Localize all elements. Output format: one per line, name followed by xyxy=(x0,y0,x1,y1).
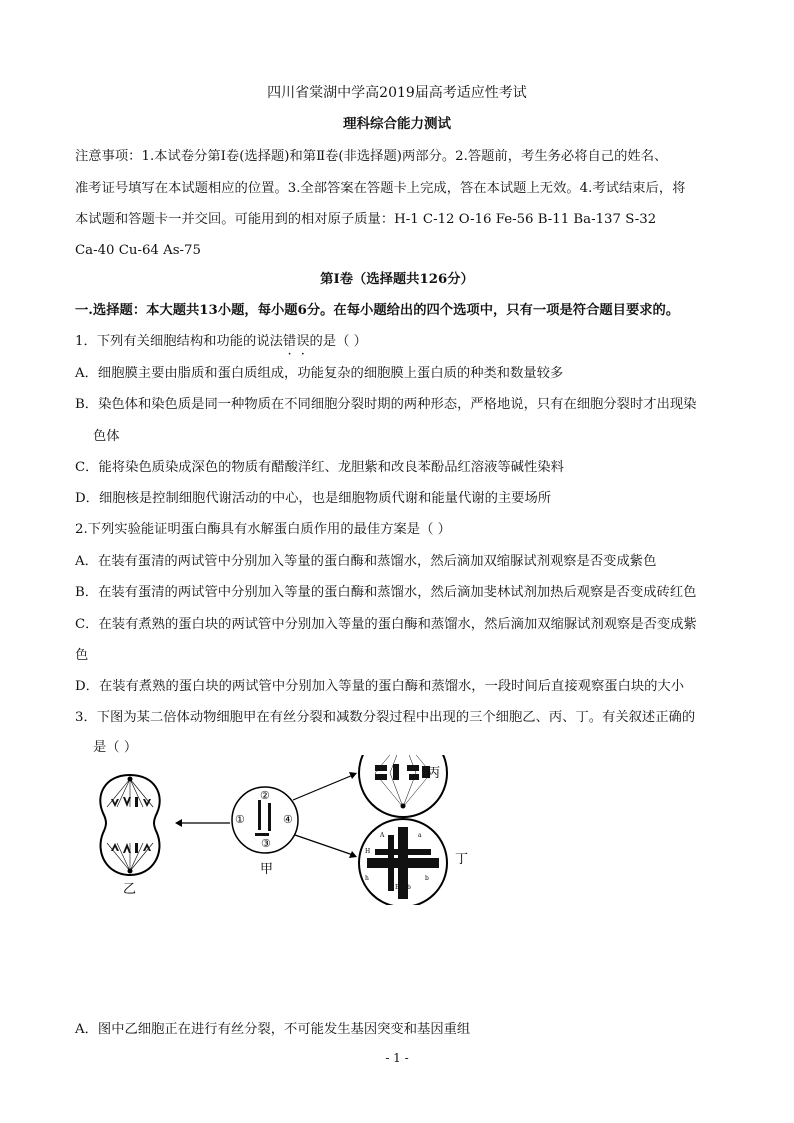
q3-stem-line-1: 3．下图为某二倍体动物细胞甲在有丝分裂和减数分裂过程中出现的三个细胞乙、丙、丁。有关叙述正确的 xyxy=(75,710,696,725)
gene-b: b xyxy=(407,884,411,891)
page-number: - 1 - xyxy=(385,1051,409,1065)
label-ding: 丁 xyxy=(455,852,469,867)
exam-subtitle: 理科综合能力测试 xyxy=(343,116,451,132)
arrow-to-yi-head xyxy=(175,819,182,827)
label-jia: 甲 xyxy=(260,862,274,877)
arrow-to-bing xyxy=(293,775,353,800)
notice-line-1: 注意事项：1.本试卷分第Ⅰ卷(选择题)和第Ⅱ卷(非选择题)两部分。2.答题前，考生务必将自己的姓名、 xyxy=(75,149,668,164)
gene-b-2: b xyxy=(425,875,429,882)
q1-stem xyxy=(75,332,367,352)
q2-option-d: D．在装有煮熟的蛋白块的两试管中分别加入等量的蛋白酶和蒸馏水，一段时间后直接观察蛋白块的大小 xyxy=(75,679,685,694)
gene-h: h xyxy=(365,875,369,882)
gene-a: a xyxy=(418,832,422,839)
arrow-to-bing-head xyxy=(349,772,357,779)
q2-stem: 2.下列实验能证明蛋白酶具有水解蛋白质作用的最佳方案是（ ） xyxy=(75,522,451,537)
gene-A: A xyxy=(380,832,385,839)
label-n4: ④ xyxy=(283,813,293,826)
notice-line-4: Ca-40 Cu-64 As-75 xyxy=(75,243,201,258)
part1-heading: 第Ⅰ卷（选择题共126分） xyxy=(320,272,474,287)
q1-stem-emphasis-1: 错 xyxy=(282,334,297,349)
q3-stem-line-2: 是（ ） xyxy=(93,740,138,755)
q1-option-c: C．能将染色质染成深色的物质有醋酸洋红、龙胆紫和改良苯酚品红溶液等碱性染料 xyxy=(75,460,564,475)
notice-line-3: 本试题和答题卡一并交回。可能用到的相对原子质量：H-1 C-12 O-16 Fe-56 B-11 Ba-137 S-32 xyxy=(75,212,657,227)
cell-jia xyxy=(232,787,298,853)
exam-title: 四川省棠湖中学高2019届高考适应性考试 xyxy=(267,85,527,101)
q1-option-b-line-1: B．染色体和染色质是同一种物质在不同细胞分裂时期的两种形态，严格地说，只有在细胞分裂时才出现染 xyxy=(75,397,697,412)
q2-option-c-line-1: C．在装有煮熟的蛋白块的两试管中分别加入等量的蛋白酶和蒸馏水，然后滴加双缩脲试剂观察是否变成紫 xyxy=(75,617,697,632)
cell-bing xyxy=(359,755,447,817)
q1-option-a: A．细胞膜主要由脂质和蛋白质组成，功能复杂的细胞膜上蛋白质的种类和数量较多 xyxy=(75,366,564,381)
q2-option-a: A．在装有蛋清的两试管中分别加入等量的蛋白酶和蒸馏水，然后滴加双缩脲试剂观察是否变成紫色 xyxy=(75,554,657,569)
q2-option-b: B．在装有蛋清的两试管中分别加入等量的蛋白酶和蒸馏水，然后滴加斐林试剂加热后观察是否变成砖红色 xyxy=(75,585,697,600)
label-n3: ③ xyxy=(261,837,271,850)
q2-option-c-line-2: 色 xyxy=(75,648,89,663)
part1-instruction: 一.选择题：本大题共13小题，每小题6分。在每小题给出的四个选项中，只有一项是符合题目要求的。 xyxy=(75,303,680,318)
arrow-to-ding xyxy=(295,835,353,855)
cell-yi xyxy=(100,775,159,875)
q1-option-b-line-2: 色体 xyxy=(93,429,120,444)
label-n2: ② xyxy=(260,789,270,802)
q1-stem-pre: 1．下列有关细胞结构和功能的说法 xyxy=(75,334,283,349)
q1-option-d: D．细胞核是控制细胞代谢活动的中心，也是细胞物质代谢和能量代谢的主要场所 xyxy=(75,491,552,506)
label-n1: ① xyxy=(235,813,245,826)
gene-H: H xyxy=(365,848,371,855)
cell-ding xyxy=(359,819,447,905)
notice-line-2: 准考证号填写在本试题相应的位置。3.全部答案在答题卡上完成，答在本试题上无效。4.考试结束后，将 xyxy=(75,181,686,196)
q3-option-a: A．图中乙细胞正在进行有丝分裂，不可能发生基因突变和基因重组 xyxy=(75,1022,471,1037)
gene-B: B xyxy=(395,884,400,891)
cell-division-figure xyxy=(85,755,505,905)
q1-stem-post: 的是（ ） xyxy=(309,334,367,349)
label-bing: 丙 xyxy=(427,766,441,781)
label-yi: 乙 xyxy=(123,882,137,897)
q1-stem-emphasis-2: 误 xyxy=(296,334,310,349)
